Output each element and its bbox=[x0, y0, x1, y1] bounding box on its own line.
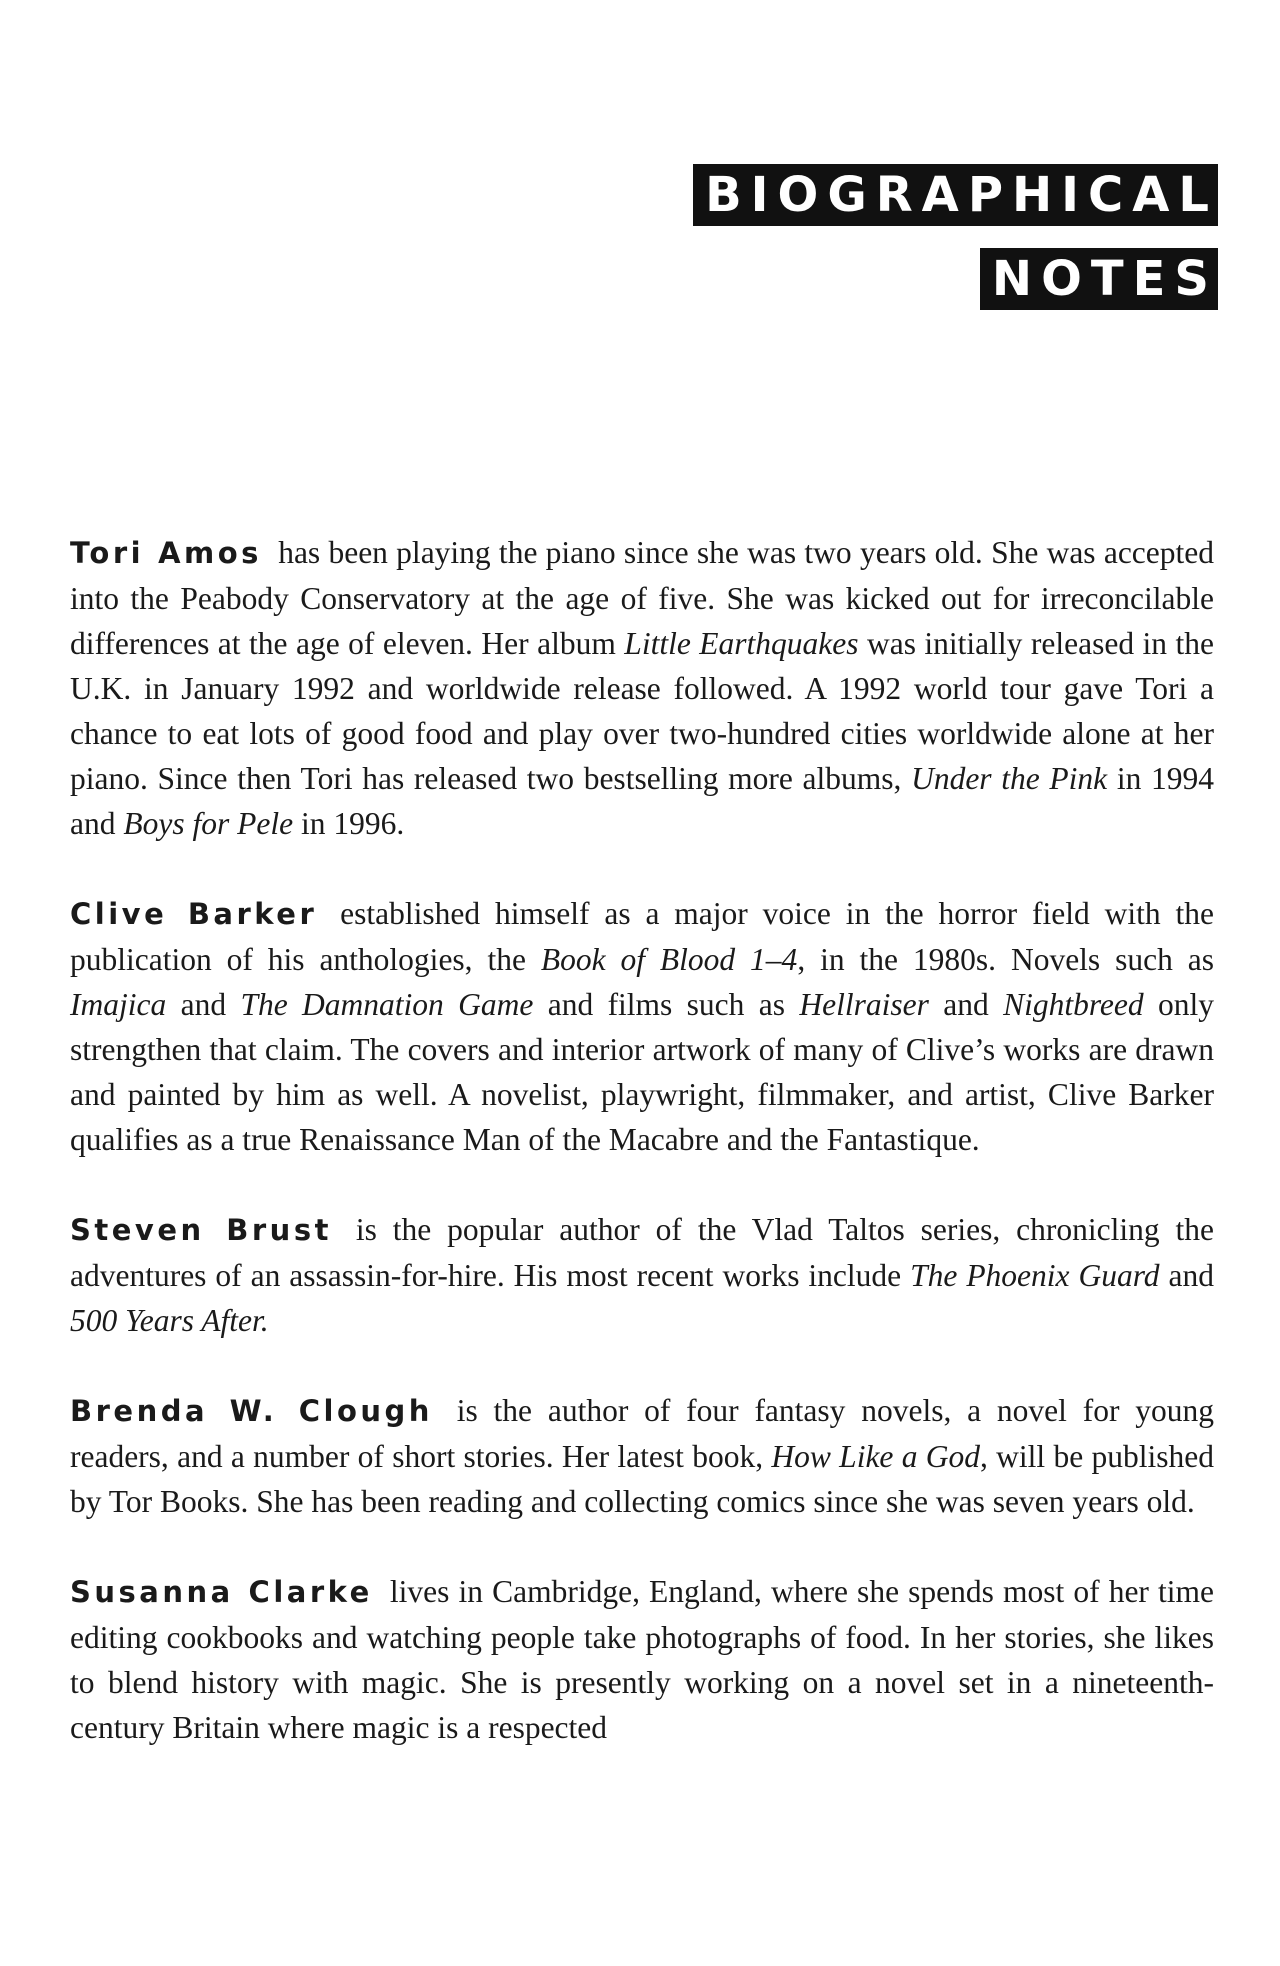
heading-line-2: NOTES bbox=[980, 248, 1218, 310]
bio-title-italic: Under the Pink bbox=[911, 761, 1108, 796]
bio-text: and bbox=[1159, 1258, 1214, 1293]
bio-title-italic: 500 Years After. bbox=[70, 1303, 269, 1338]
bio-title-italic: Nightbreed bbox=[1003, 987, 1144, 1022]
bio-text: has been playing the piano since she was two years old. She was accepted into the Peabody Conservatory at the age of five. She was kicked out for irreconcilable differences at the age of eleven. Her album bbox=[70, 535, 1214, 661]
bio-name: Tori Amos bbox=[70, 536, 262, 570]
bio-title-italic: Imajica bbox=[70, 987, 167, 1022]
bio-entry bbox=[70, 530, 1214, 846]
bio-text: established himself as a major voice in the horror field with the publication of his anthologies, the bbox=[70, 896, 1214, 977]
bio-text: and bbox=[928, 987, 1004, 1022]
bio-name: Susanna Clarke bbox=[70, 1575, 373, 1609]
bio-text: is the author of four fantasy novels, a novel for young readers, and a number of short stories. Her latest book, bbox=[70, 1393, 1214, 1474]
bio-name: Clive Barker bbox=[70, 897, 318, 931]
bio-text: only strengthen that claim. The covers and interior artwork of many of Clive’s works are drawn and painted by him as well. A novelist, playwright, filmmaker, and artist, Clive Barker qualifies as a true Renaissance Man of the Macabre and the Fantastique. bbox=[70, 987, 1215, 1157]
bio-name: Steven Brust bbox=[70, 1213, 332, 1247]
bio-entry bbox=[70, 891, 1214, 1162]
bio-title-italic: Book of Blood 1–4 bbox=[540, 942, 798, 977]
bio-title-italic: How Like a God bbox=[771, 1439, 980, 1474]
page-heading bbox=[693, 164, 1218, 332]
bio-entry bbox=[70, 1207, 1214, 1343]
bio-text: in 1996. bbox=[293, 806, 405, 841]
bio-title-italic: Hellraiser bbox=[799, 987, 929, 1022]
bio-title-italic: The Damnation Game bbox=[240, 987, 534, 1022]
biography-list bbox=[70, 530, 1214, 1795]
bio-text: and films such as bbox=[533, 987, 800, 1022]
bio-title-italic: Boys for Pele bbox=[123, 806, 294, 841]
bio-text: is the popular author of the Vlad Taltos series, chronicling the adventures of an assassin-for-hire. His most recent works include bbox=[70, 1212, 1214, 1293]
bio-text: , will be published by Tor Books. She has been reading and collecting comics since she was seven years old. bbox=[70, 1439, 1214, 1519]
bio-text: in 1994 and bbox=[70, 761, 1214, 841]
bio-entry bbox=[70, 1569, 1214, 1750]
bio-title-italic: The Phoenix Guard bbox=[910, 1258, 1160, 1293]
bio-text: lives in Cambridge, England, where she spends most of her time editing cookbooks and watching people take photographs of food. In her stories, she likes to blend history with magic. She is presently working on a novel set in a nineteenth-century Britain where magic is a respected bbox=[70, 1574, 1214, 1745]
heading-line-1: BIOGRAPHICAL bbox=[693, 164, 1218, 226]
bio-title-italic: Little Earthquakes bbox=[624, 626, 859, 661]
bio-text: , in the 1980s. Novels such as bbox=[797, 942, 1214, 977]
bio-name: Brenda W. Clough bbox=[70, 1394, 433, 1428]
bio-text: and bbox=[166, 987, 241, 1022]
bio-entry bbox=[70, 1388, 1214, 1524]
bio-text: was initially released in the U.K. in January 1992 and worldwide release followed. A 1992 world tour gave Tori a chance to eat lots of good food and play over two-hundred cities worldwide alone at her piano. Since then Tori has released two bestselling more albums, bbox=[70, 626, 1214, 796]
